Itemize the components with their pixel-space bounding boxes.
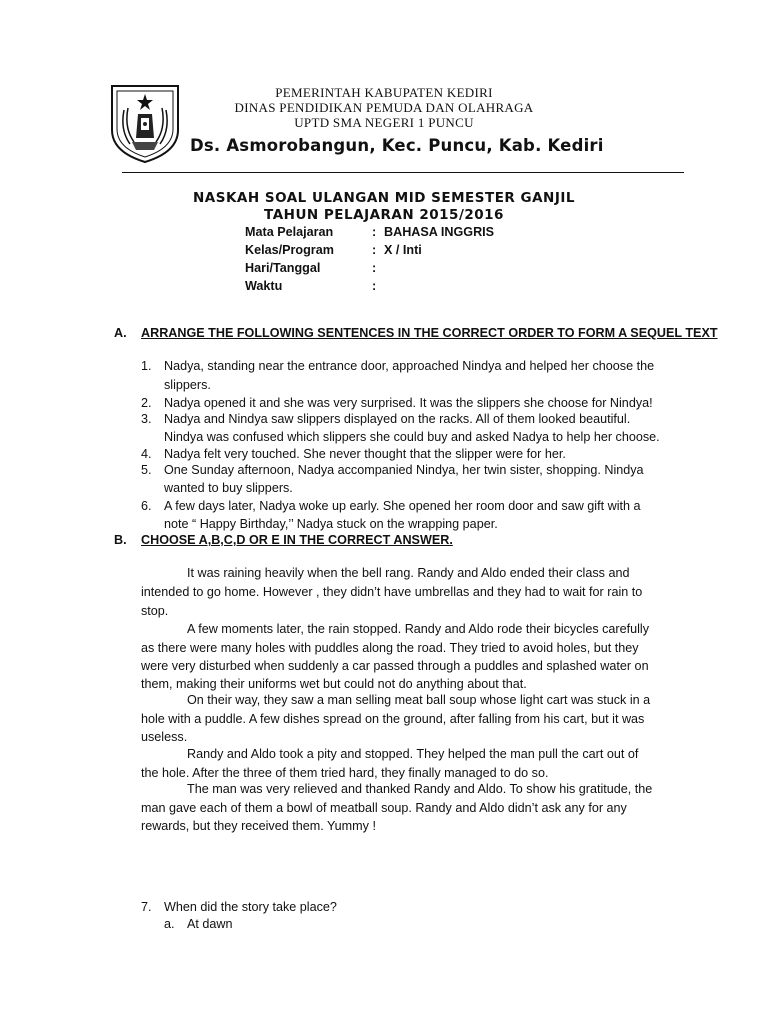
list-item: 2. Nadya opened it and she was very surprised. It was the slippers she choose for Nindya! <box>141 396 653 410</box>
exam-year: TAHUN PELAJARAN 2015/2016 <box>264 207 504 223</box>
info-row: Hari/Tanggal : <box>245 261 377 275</box>
list-item: 6. A few days later, Nadya woke up early. She opened her room door and saw gift with a <box>141 499 641 513</box>
question-7: 7. When did the story take place? <box>141 900 337 914</box>
header-divider <box>122 172 684 173</box>
info-row: Mata Pelajaran : BAHASA INGGRIS <box>245 225 495 239</box>
answer-option-a: a. At dawn <box>164 917 233 931</box>
info-row: Waktu : <box>245 279 377 293</box>
exam-title: NASKAH SOAL ULANGAN MID SEMESTER GANJIL <box>193 190 575 206</box>
list-item: 4. Nadya felt very touched. She never thought that the slipper were for her. <box>141 447 566 461</box>
header-address: Ds. Asmorobangun, Kec. Puncu, Kab. Kediri <box>190 136 604 155</box>
list-item: 5. One Sunday afternoon, Nadya accompanied Nindya, her twin sister, shopping. Nindya <box>141 463 644 477</box>
info-row: Kelas/Program : X / Inti <box>245 243 422 257</box>
section-a-heading: A. ARRANGE THE FOLLOWING SENTENCES IN THE CORRECT ORDER TO FORM A SEQUEL TEXT <box>114 326 718 340</box>
header-government: PEMERINTAH KABUPATEN KEDIRI <box>275 85 493 100</box>
header-school: UPTD SMA NEGERI 1 PUNCU <box>294 115 474 130</box>
list-item: 3. Nadya and Nindya saw slippers displayed on the racks. All of them looked beautiful. <box>141 412 631 426</box>
section-b-heading: B. CHOOSE A,B,C,D OR E IN THE CORRECT ANSWER. <box>114 533 453 547</box>
list-item: 1. Nadya, standing near the entrance door, approached Nindya and helped her choose the <box>141 359 655 373</box>
header-department: DINAS PENDIDIKAN PEMUDA DAN OLAHRAGA <box>234 100 534 115</box>
